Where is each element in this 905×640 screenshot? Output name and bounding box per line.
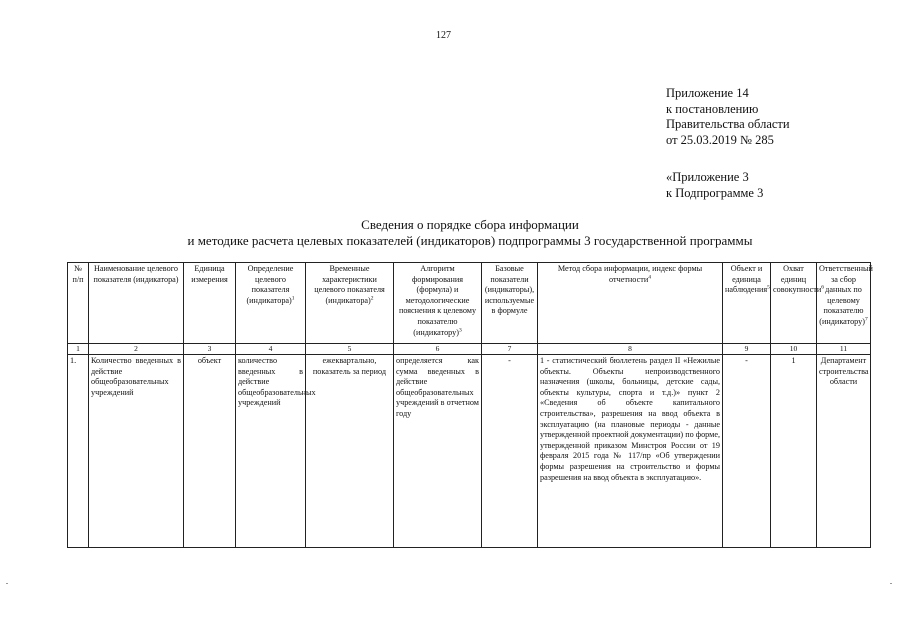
header-cell: Базовые показатели (индикаторы), используемые в формуле xyxy=(482,263,538,344)
appendix-line: к постановлению xyxy=(666,101,759,116)
title-line: Сведения о порядке сбора информации xyxy=(361,217,579,232)
indicators-table xyxy=(67,262,871,548)
footnote-ref: 6 xyxy=(821,284,824,291)
footnote-ref: 5 xyxy=(767,284,770,291)
header-cell: Охват единиц совокупности$^6$ xyxy=(771,263,817,344)
column-number-cell: 2 xyxy=(89,344,184,355)
scan-artifact xyxy=(6,583,8,584)
header-cell: Единица измерения xyxy=(184,263,236,344)
footnote-ref: 1 xyxy=(291,295,295,302)
header-cell: Наименование целевого показателя (индикатора) xyxy=(89,263,184,344)
column-number-cell: 8 xyxy=(538,344,723,355)
column-number-cell: 5 xyxy=(306,344,394,355)
column-number-cell: 7 xyxy=(482,344,538,355)
column-number-cell: 4 xyxy=(236,344,306,355)
scan-artifact xyxy=(890,583,892,584)
base-indicators-cell: - xyxy=(482,355,538,548)
subappendix-line: «Приложение 3 xyxy=(666,170,749,184)
timing-cell: ежеквартально, показатель за период xyxy=(306,355,394,548)
unit-cell: объект xyxy=(184,355,236,548)
responsible-cell: Департамент строительства области xyxy=(817,355,871,548)
header-cell: Временные характеристики целевого показателя (индикатора)$^2$ xyxy=(306,263,394,344)
coverage-cell: 1 xyxy=(771,355,817,548)
column-number-row xyxy=(68,344,871,355)
appendix-line: от 25.03.2019 № 285 xyxy=(666,132,774,147)
definition-cell: количество введенных в действие общеобразовательных учреждений xyxy=(236,355,306,548)
appendix-line: Правительства области xyxy=(666,117,790,131)
object-cell: - xyxy=(723,355,771,548)
column-number-cell: 6 xyxy=(394,344,482,355)
title-line: и методике расчета целевых показателей (индикаторов) подпрограммы 3 государственной программы xyxy=(187,233,753,248)
column-number-cell: 1 xyxy=(68,344,89,355)
column-number-cell: 3 xyxy=(184,344,236,355)
column-number-cell: 9 xyxy=(723,344,771,355)
header-cell: Метод сбора информации, индекс формы отчетности$^4$ xyxy=(538,263,723,344)
subappendix-line: к Подпрограмме 3 xyxy=(666,185,764,200)
method-cell: 1 - статистический бюллетень раздел II «Нежилые объекты. Объекты непроизводственного назначения (школы, больницы, детские сады, объекты культуры, спорта и т.д.)» пункт 2 «Сведения об объекте капитального строительства», разрешения на ввод объекта в эксплуатацию (на плановые периоды - данные утвержденной проектной документации) по форме, утвержденной приказом Минстроя России от 19 февраля 2015 года № 117/пр «Об утверждении формы разрешения на строительство и формы разрешения на ввод объекта в эксплуатацию». xyxy=(538,355,723,548)
column-number-cell: 10 xyxy=(771,344,817,355)
footnote-ref: 3 xyxy=(458,326,462,333)
appendix-line: Приложение 14 xyxy=(666,86,749,100)
appendix-block xyxy=(666,86,790,148)
indicator-name-cell: Количество введенных в действие общеобразовательных учреждений xyxy=(89,355,184,548)
subappendix-block xyxy=(666,170,763,201)
header-cell: Объект и единица наблюдения$^5$ xyxy=(723,263,771,344)
header-cell: № п/п xyxy=(68,263,89,344)
column-number-cell: 11 xyxy=(817,344,871,355)
table-header-row xyxy=(68,263,871,344)
header-cell: Алгоритм формирования (формула) и методологические пояснения к целевому показателю (индикатору)$^3$ xyxy=(394,263,482,344)
footnote-ref: 4 xyxy=(648,273,651,280)
header-cell: Ответственный за сбор данных по целевому показателю (индикатору)$^7$ xyxy=(817,263,871,344)
row-number-cell: 1. xyxy=(68,355,89,548)
algorithm-cell: определяется как сумма введенных в действие общеобразовательных учреждений в отчетном году xyxy=(394,355,482,548)
footnote-ref: 7 xyxy=(864,316,868,323)
header-cell: Определение целевого показателя (индикатора)$^1$ xyxy=(236,263,306,344)
document-title xyxy=(150,217,790,249)
page-number: 127 xyxy=(436,30,451,41)
footnote-ref: 2 xyxy=(370,295,374,302)
table-row xyxy=(68,355,871,548)
